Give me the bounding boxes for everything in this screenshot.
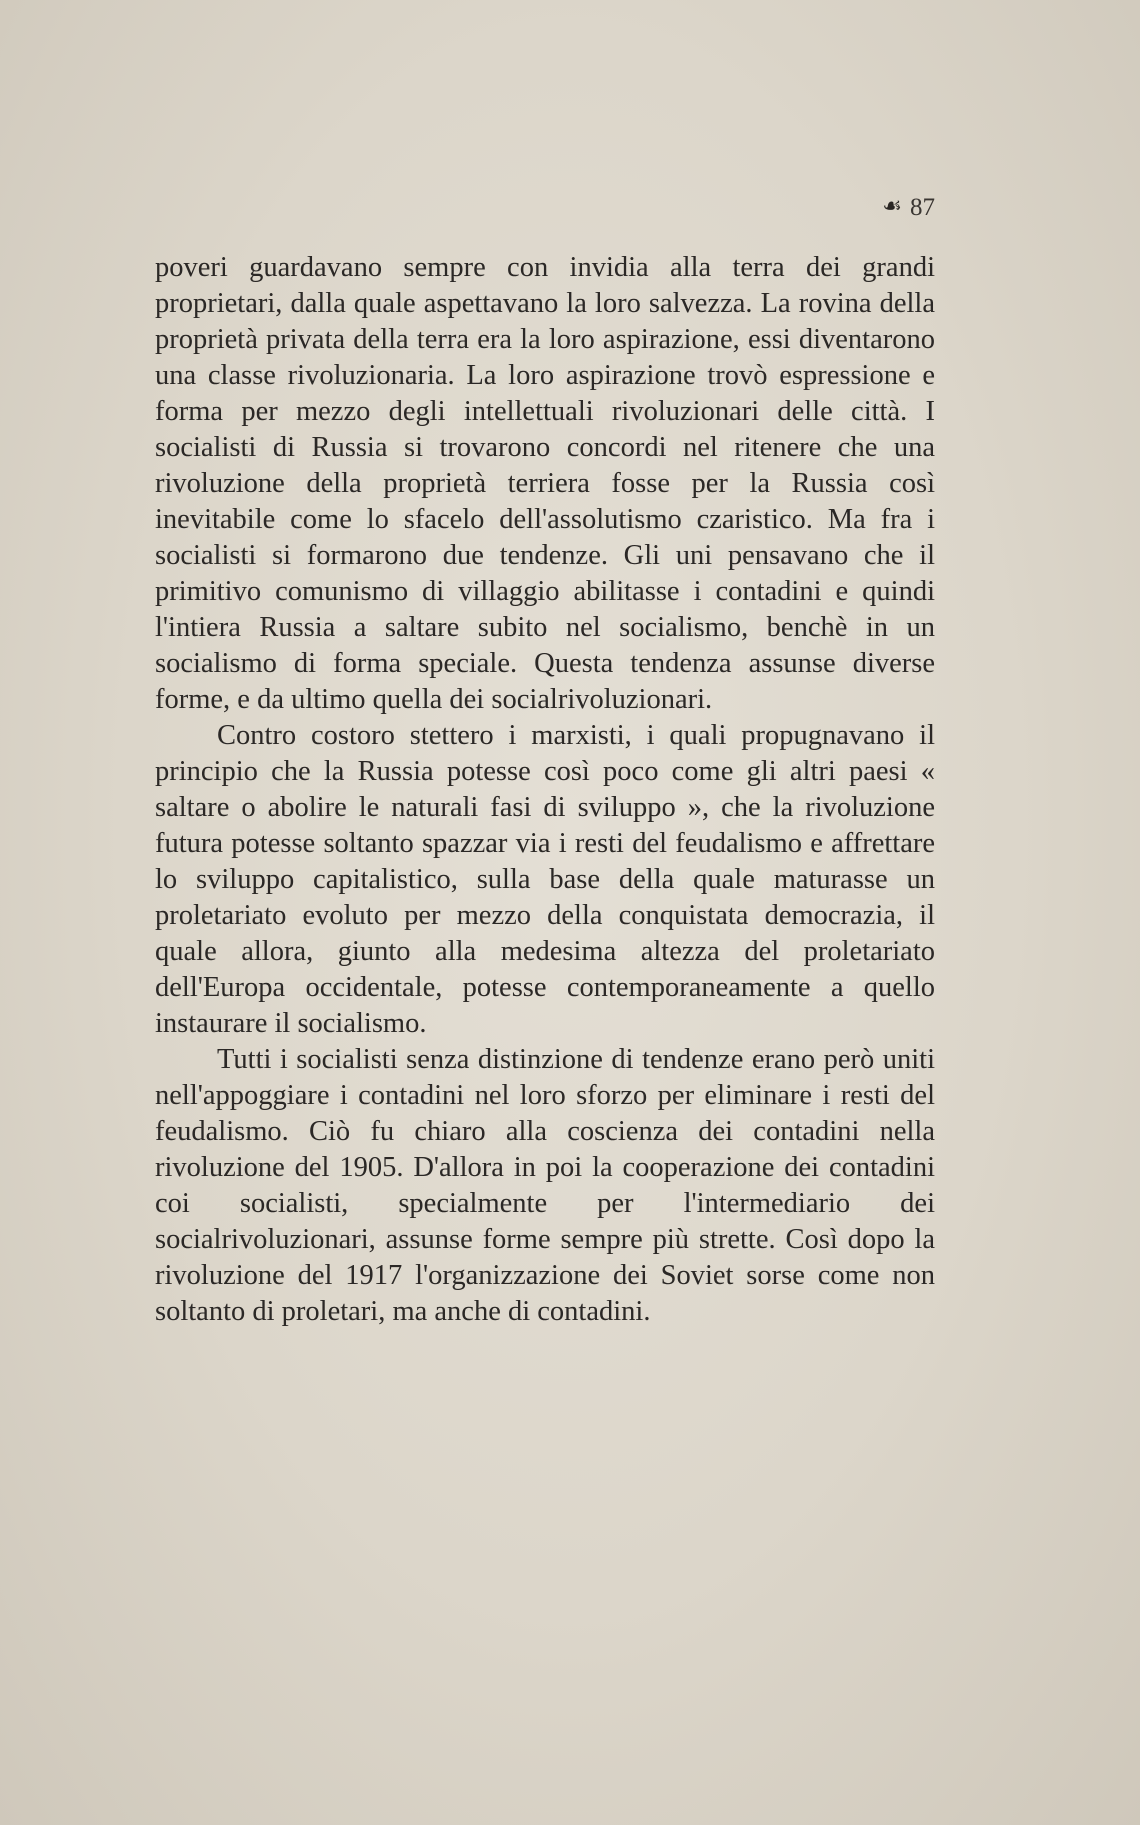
paragraph-2: Contro costoro stettero i marxisti, i quali propugnavano il principio che la Russia potesse così poco come gli altri paesi « saltare o abolire le naturali fasi di sviluppo », che la rivoluzione futura potesse soltanto spazzar via i resti del feudalismo e affrettare lo sviluppo capitalistico, sulla base della quale maturasse un proletariato evoluto per mezzo della conquistata democrazia, il quale allora, giunto alla medesima altezza del proletariato dell'Europa occidentale, potesse contemporaneamente a quello instaurare il socialismo. — [155, 720, 935, 1039]
page-number: 87 — [910, 194, 935, 221]
page-header — [0, 193, 935, 222]
paragraph-3: Tutti i socialisti senza distinzione di tendenze erano però uniti nell'appoggiare i contadini nel loro sforzo per eliminare i resti del feudalismo. Ciò fu chiaro alla coscienza dei contadini nella rivoluzione del 1905. D'allora in poi la cooperazione dei contadini coi socialisti, specialmente per l'intermediario dei socialrivoluzionari, assunse forme sempre più strette. Così dopo la rivoluzione del 1917 l'organizzazione dei Soviet sorse come non soltanto di proletari, ma anche di contadini. — [155, 1044, 935, 1327]
body-text — [155, 250, 935, 1330]
fleuron-ornament-icon: ☙ — [882, 193, 902, 218]
paragraph-1: poveri guardavano sempre con invidia alla terra dei grandi proprietari, dalla quale aspettavano la loro salvezza. La rovina della proprietà privata della terra era la loro aspirazione, essi diventarono una classe rivoluzionaria. La loro aspirazione trovò espressione e forma per mezzo degli intellettuali rivoluzionari delle città. I socialisti di Russia si trovarono concordi nel ritenere che una rivoluzione della proprietà terriera fosse per la Russia così inevitabile come lo sfacelo dell'assolutismo czaristico. Ma fra i socialisti si formarono due tendenze. Gli uni pensavano che il primitivo comunismo di villaggio abilitasse i contadini e quindi l'intiera Russia a saltare subito nel socialismo, benchè in un socialismo di forma speciale. Questa tendenza assunse diverse forme, e da ultimo quella dei socialrivoluzionari. — [155, 252, 935, 715]
